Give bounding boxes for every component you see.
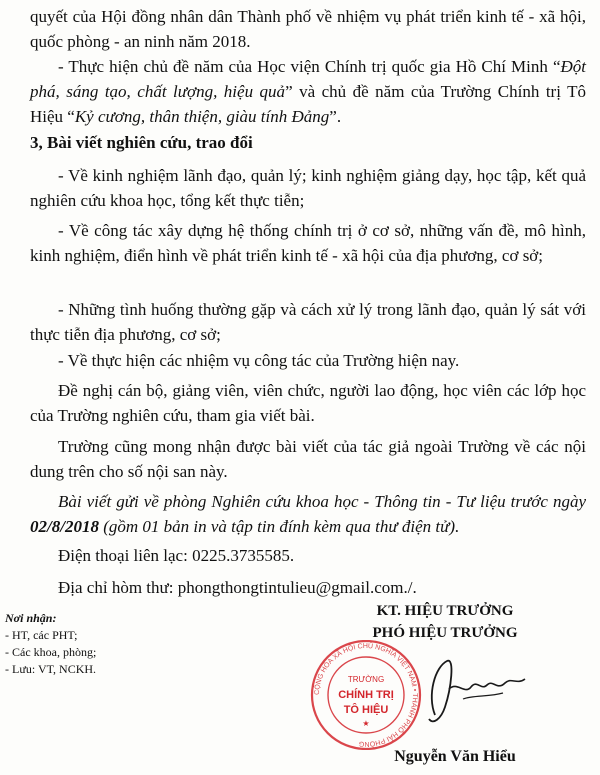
recipients-block bbox=[5, 610, 96, 678]
bullet-leadership-experience: - Về kinh nghiệm lãnh đạo, quản lý; kinh nghiệm giảng dạy, học tập, kết quả nghiên cứu khoa học, tổng kết thực tiễn; bbox=[30, 166, 586, 210]
signer-name: Nguyễn Văn Hiểu bbox=[394, 748, 516, 765]
bullet-political-system: - Về công tác xây dựng hệ thống chính trị ở cơ sở, những vấn đề, mô hình, kinh nghiệm, điển hình về phát triển kinh tế - xã hội của địa phương, cơ sở; bbox=[30, 221, 586, 265]
paragraph-submission-deadline bbox=[30, 489, 586, 539]
deadline-text-pre: Bài viết gửi về phòng Nghiên cứu khoa học - Thông tin - Tư liệu trước ngày bbox=[58, 492, 586, 511]
recipient-item: - Các khoa, phòng; bbox=[5, 645, 97, 659]
paragraph-annual-theme bbox=[30, 54, 586, 129]
contact-email: Địa chỉ hòm thư: phongthongtintulieu@gmail.com./. bbox=[58, 578, 417, 597]
stamp-line-2: CHÍNH TRỊ bbox=[338, 689, 394, 701]
svg-text:★: ★ bbox=[362, 719, 370, 728]
paragraph-resolution-end: quyết của Hội đồng nhân dân Thành phố về nhiệm vụ phát triển kinh tế - xã hội, quốc phòng - an ninh năm 2018. bbox=[30, 7, 586, 51]
theme-text-pre: - Thực hiện chủ đề năm của Học viện Chính trị quốc gia Hồ Chí Minh “ bbox=[58, 57, 561, 76]
stamp-line-1: TRƯỜNG bbox=[347, 675, 385, 684]
handwritten-signature bbox=[405, 645, 535, 735]
recipient-item: - Lưu: VT, NCKH. bbox=[5, 662, 97, 676]
academy-theme-quote: Đột phá, sáng tạo, chất lượng, hiệu quả bbox=[30, 57, 586, 101]
theme-text-mid: ” và chủ đề năm của Trường Chính trị Tô Hiệu “ bbox=[30, 82, 586, 126]
deadline-date: 02/8/2018 bbox=[30, 517, 99, 536]
bullet-current-tasks: - Về thực hiện các nhiệm vụ công tác của Trường hiện nay. bbox=[58, 351, 460, 370]
recipient-item: - HT, các PHT; bbox=[5, 628, 78, 642]
signer-authority: KT. HIỆU TRƯỞNG bbox=[376, 603, 514, 619]
stamp-outer-path: CỘNG HÒA XÃ HỘI CHỦ NGHĨA VIỆT NAM • THÀNH PHỐ HẢI PHÒNG bbox=[313, 642, 419, 748]
signer-position: PHÓ HIỆU TRƯỞNG bbox=[372, 625, 518, 641]
bullet-situations: - Những tình huống thường gặp và cách xử lý trong lãnh đạo, quản lý sát với thực tiễn địa phương, cơ sở; bbox=[30, 300, 586, 344]
deadline-text-post: (gồm 01 bản in và tập tin đính kèm qua thư điện tử). bbox=[98, 517, 460, 536]
paragraph-external-authors: Trường cũng mong nhận được bài viết của tác giả ngoài Trường về các nội dung trên cho số nội san này. bbox=[30, 437, 586, 481]
contact-phone: Điện thoại liên lạc: 0225.3735585. bbox=[58, 546, 295, 565]
stamp-line-3: TÔ HIỆU bbox=[343, 704, 389, 716]
paragraph-call-for-papers: Đề nghị cán bộ, giảng viên, viên chức, người lao động, học viên các lớp học của Trường nghiên cứu, tham gia viết bài. bbox=[30, 381, 586, 425]
recipients-heading: Nơi nhận: bbox=[5, 611, 57, 625]
school-theme-quote: Kỷ cương, thân thiện, giàu tính Đảng bbox=[74, 107, 330, 126]
section-heading: 3, Bài viết nghiên cứu, trao đổi bbox=[30, 133, 253, 152]
signature-title-block bbox=[320, 600, 570, 644]
theme-text-post: ”. bbox=[329, 107, 342, 126]
